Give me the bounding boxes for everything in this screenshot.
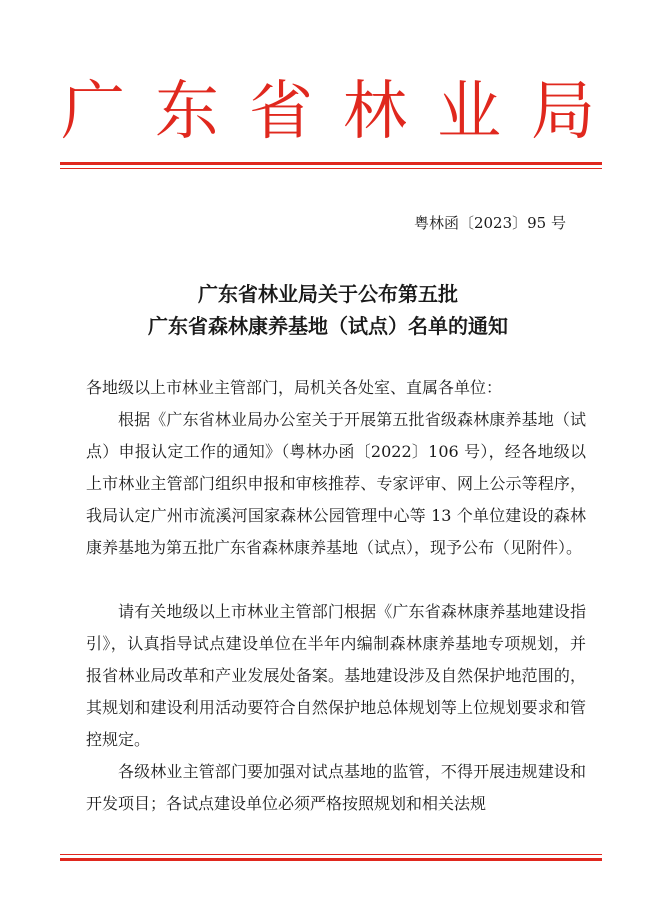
body-paragraph-2 bbox=[86, 596, 586, 756]
body-paragraph-3 bbox=[86, 756, 586, 820]
footer-divider-thick bbox=[60, 858, 602, 861]
paragraph-2-text: 请有关地级以上市林业主管部门根据《广东省森林康养基地建设指引》，认真指导试点建设单位在半年内编制森林康养基地专项规划，并报省林业局改革和产业发展处备案。基地建设涉及自然保护地范围的，其规划和建设利用活动要符合自然保护地总体规划等上位规划要求和管控规定。 bbox=[86, 602, 586, 749]
document-title-line-2: 广东省森林康养基地（试点）名单的通知 bbox=[148, 314, 508, 338]
paragraph-1-text: 根据《广东省林业局办公室关于开展第五批省级森林康养基地（试点）申报认定工作的通知》（粤林办函〔2022〕106 号），经各地级以上市林业主管部门组织申报和审核推荐、专家评审、网上公示等程序，我局认定广州市流溪河国家森林公园管理中心等 13 个单位建设的森林康养基地为第五批广东省森林康养基地（试点），现予公布（见附件）。 bbox=[86, 410, 586, 557]
footer-divider-thin bbox=[60, 854, 602, 855]
salutation: 各地级以上市林业主管部门，局机关各处室、直属各单位： bbox=[86, 378, 503, 397]
document-title-line-1: 广东省林业局关于公布第五批 bbox=[198, 282, 458, 306]
letterhead-divider-thin bbox=[60, 168, 602, 169]
letterhead-agency-name: 广东省林业局 bbox=[61, 75, 625, 149]
letterhead-divider-thick bbox=[60, 162, 602, 165]
body-paragraph-1 bbox=[86, 404, 586, 564]
document-number: 粤林函〔2023〕95 号 bbox=[413, 214, 566, 232]
paragraph-3-text: 各级林业主管部门要加强对试点基地的监管，不得开展违规建设和开发项目；各试点建设单位必须严格按照规划和相关法规 bbox=[86, 762, 586, 813]
